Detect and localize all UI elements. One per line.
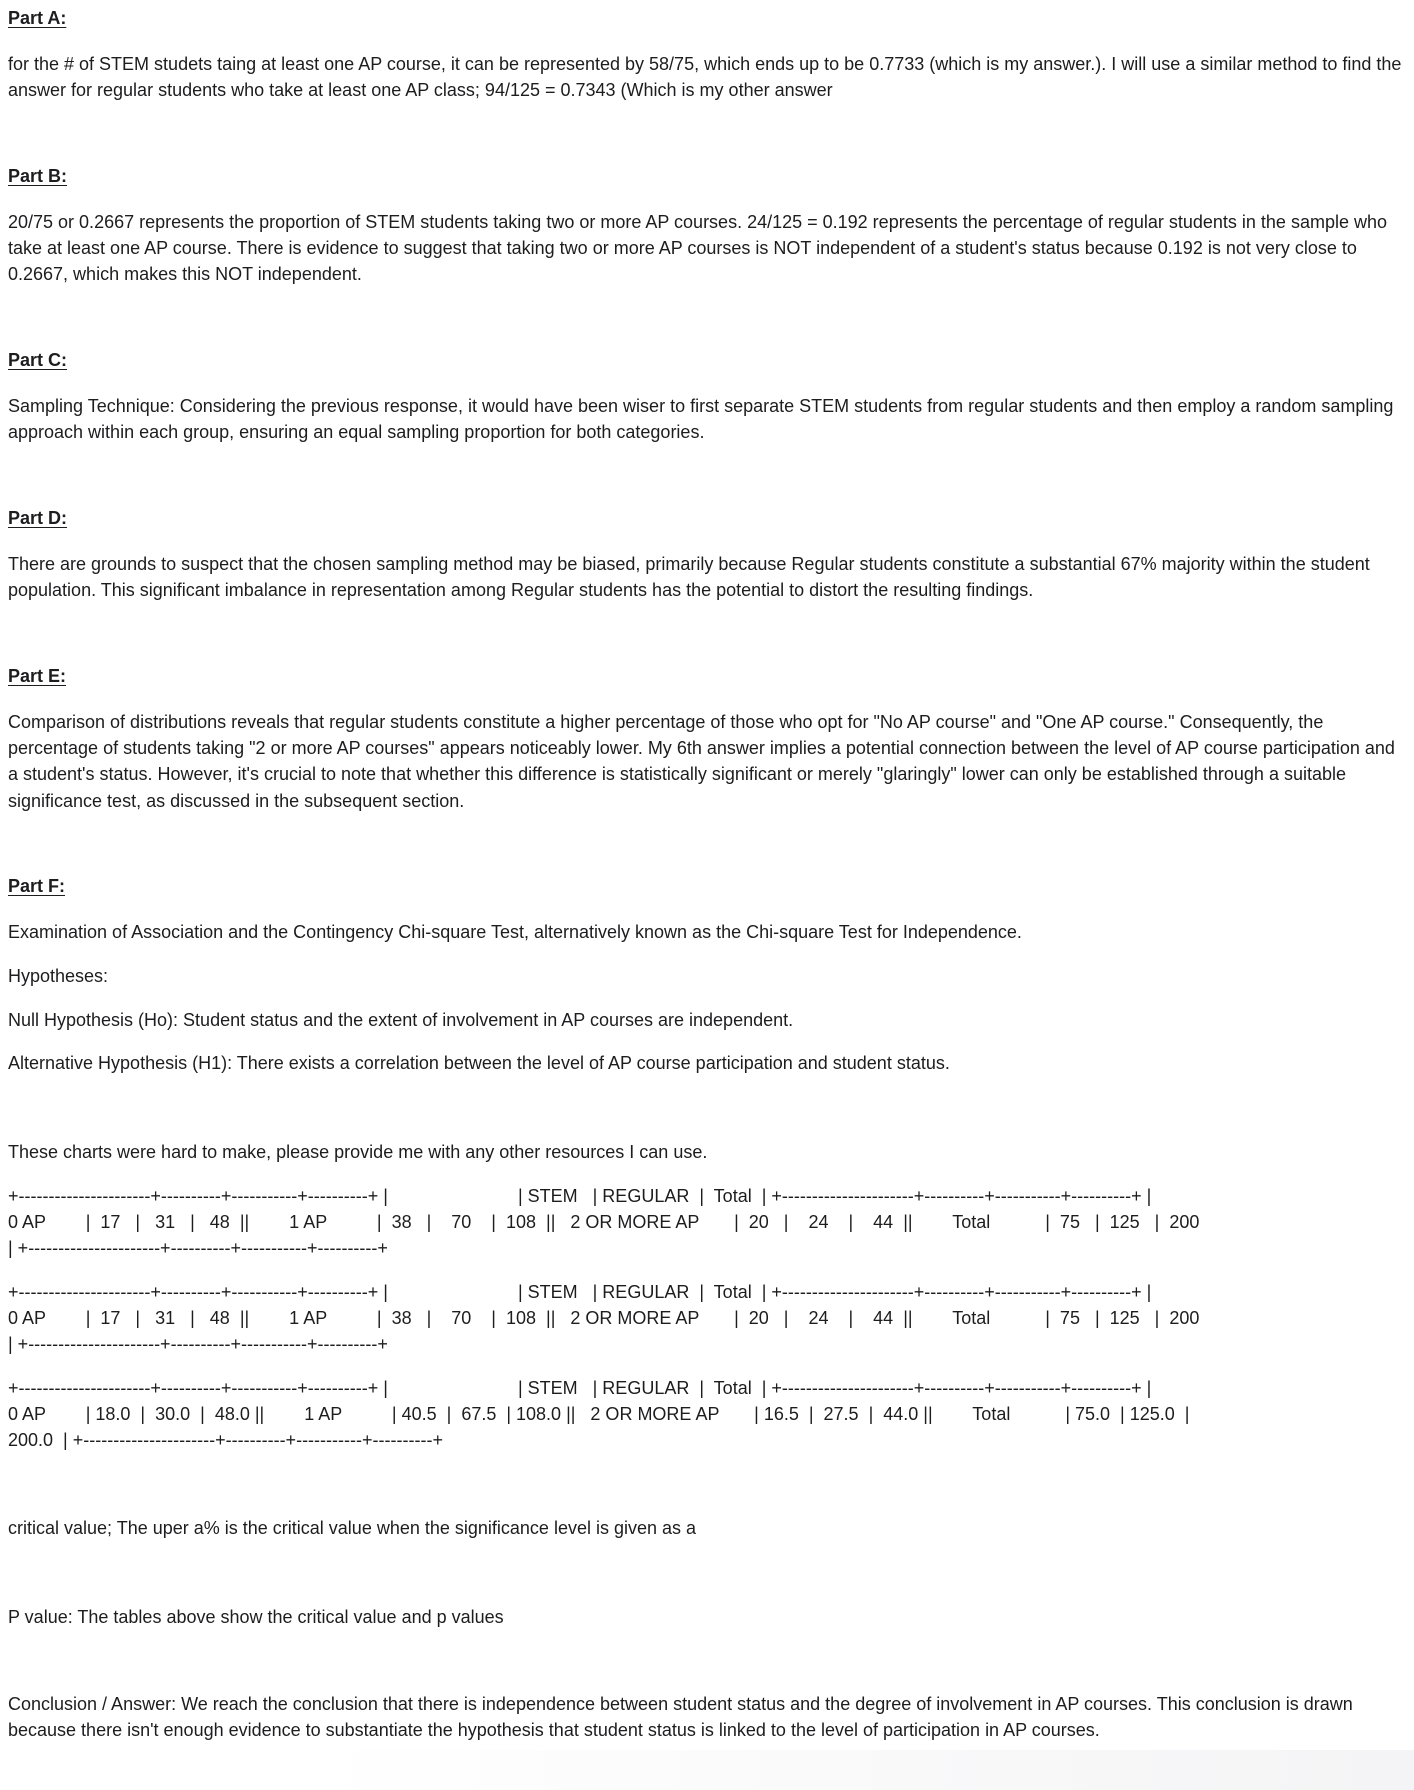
table-line: 0 AP | 17 | 31 | 48 || 1 AP | 38 | 70 | 108 || 2 OR MORE AP | 20 | 24 | 44 || Total | 75 | 125 | 200 <box>8 1212 1200 1232</box>
part-f-intro: Examination of Association and the Contingency Chi-square Test, alternatively known as the Chi-square Test for Independence. <box>8 922 1022 942</box>
table-line: +----------------------+----------+-----------+----------+ | | STEM | REGULAR | Total | +----------------------+----------+-----------+----------+ | <box>8 1378 1152 1398</box>
part-b-text: 20/75 or 0.2667 represents the proportion of STEM students taking two or more AP courses. 24/125 = 0.192 represents the percentage of regular students in the sample who take at least one AP course. There is evidence to suggest that taking two or more AP courses is NOT independent of a student's status because 0.192 is not very close to 0.2667, which makes this NOT independent. <box>8 212 1387 285</box>
table-line: | +----------------------+----------+-----------+----------+ <box>8 1334 388 1354</box>
part-d-text: There are grounds to suspect that the chosen sampling method may be biased, primarily because Regular students constitute a substantial 67% majority within the student population. This significant imbalance in representation among Regular students has the potential to distort the resulting findings. <box>8 554 1370 601</box>
critical-value-text: critical value; The uper a% is the critical value when the significance level is given as a <box>8 1518 697 1538</box>
part-a-text: for the # of STEM studets taing at least one AP course, it can be represented by 58/75, which ends up to be 0.7733 (which is my answer.). I will use a similar method to find the answer for regular students who take at least one AP class; 94/125 = 0.7343 (Which is my other answer <box>8 54 1402 101</box>
p-value-text: P value: The tables above show the critical value and p values <box>8 1607 504 1627</box>
bottom-shadow <box>314 1750 1414 1790</box>
part-a-heading: Part A: <box>8 8 67 28</box>
part-b-heading: Part B: <box>8 166 68 186</box>
table-line: 200.0 | +----------------------+----------+-----------+----------+ <box>8 1430 443 1450</box>
table-line: 0 AP | 17 | 31 | 48 || 1 AP | 38 | 70 | 108 || 2 OR MORE AP | 20 | 24 | 44 || Total | 75 | 125 | 200 <box>8 1308 1200 1328</box>
tables-note: These charts were hard to make, please provide me with any other resources I can use. <box>8 1142 708 1162</box>
table-line: | +----------------------+----------+-----------+----------+ <box>8 1238 388 1258</box>
part-f-heading: Part F: <box>8 876 66 896</box>
part-d-heading: Part D: <box>8 508 68 528</box>
conclusion-text: Conclusion / Answer: We reach the conclusion that there is independence between student status and the degree of involvement in AP courses. This conclusion is drawn because there isn't enough evidence to substantiate the hypothesis that student status is linked to the level of participation in AP courses. <box>8 1694 1353 1741</box>
alternative-hypothesis: Alternative Hypothesis (H1): There exists a correlation between the level of AP course participation and student status. <box>8 1053 950 1073</box>
part-c-heading: Part C: <box>8 350 68 370</box>
hypotheses-label: Hypotheses: <box>8 966 109 986</box>
table-line: +----------------------+----------+-----------+----------+ | | STEM | REGULAR | Total | +----------------------+----------+-----------+----------+ | <box>8 1282 1152 1302</box>
table-line: 0 AP | 18.0 | 30.0 | 48.0 || 1 AP | 40.5 | 67.5 | 108.0 || 2 OR MORE AP | 16.5 | 27.5 | 44.0 || Total | 75.0 | 125.0 | <box>8 1404 1190 1424</box>
null-hypothesis: Null Hypothesis (Ho): Student status and the extent of involvement in AP courses are independent. <box>8 1010 794 1030</box>
part-e-text: Comparison of distributions reveals that regular students constitute a higher percentage of those who opt for "No AP course" and "One AP course." Consequently, the percentage of students taking "2 or more AP courses" appears noticeably lower. My 6th answer implies a potential connection between the level of AP course participation and a student's status. However, it's crucial to note that whether this difference is statistically significant or merely "glaringly" lower can only be established through a suitable significance test, as discussed in the subsequent section. <box>8 712 1395 811</box>
part-c-text: Sampling Technique: Considering the previous response, it would have been wiser to first separate STEM students from regular students and then employ a random sampling approach within each group, ensuring an equal sampling proportion for both categories. <box>8 396 1394 443</box>
table-line: +----------------------+----------+-----------+----------+ | | STEM | REGULAR | Total | +----------------------+----------+-----------+----------+ | <box>8 1186 1152 1206</box>
part-e-heading: Part E: <box>8 666 67 686</box>
